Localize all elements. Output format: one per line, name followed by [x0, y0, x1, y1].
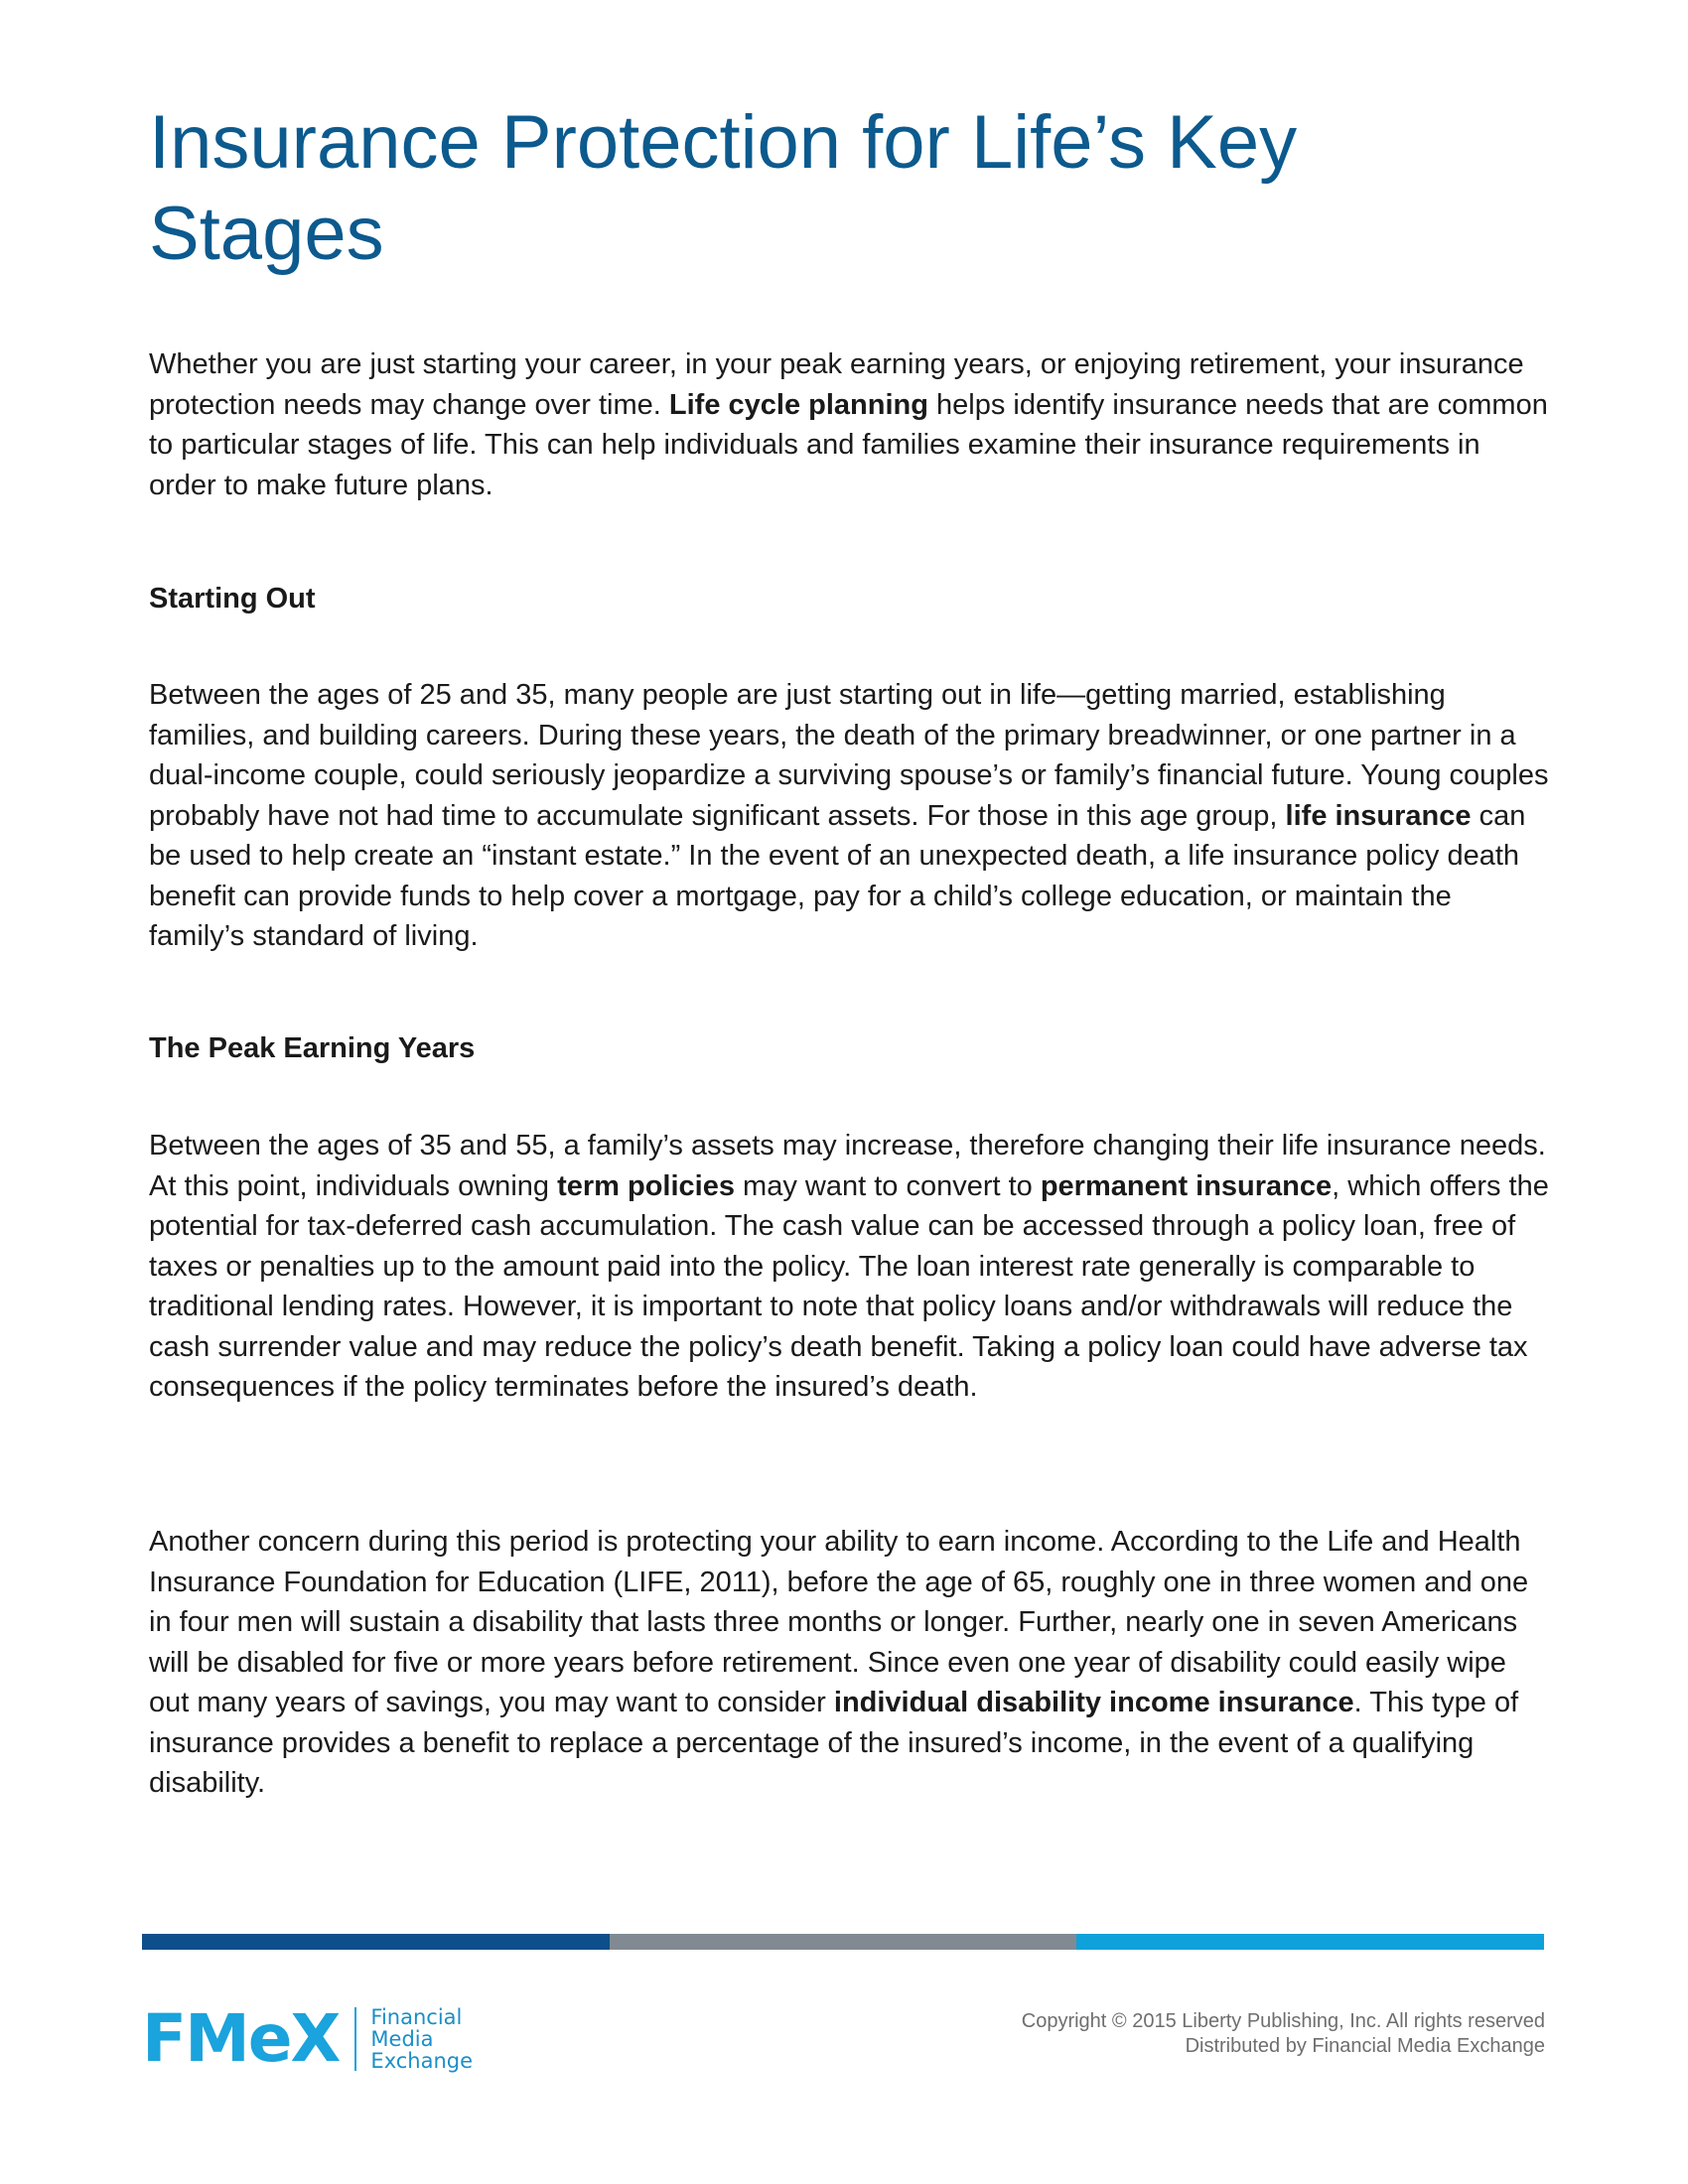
footer-bar-segment-light-blue [1076, 1934, 1544, 1950]
logo-line-1: Financial [370, 2005, 463, 2029]
intro-text-1: Whether you are just starting your career, in your peak earning years, or enjoying retirement, your insurance protection needs may change over time. [149, 348, 1524, 421]
logo-wordmark [370, 2006, 473, 2072]
footer-bar-segment-gray [610, 1934, 1077, 1950]
intro-bold-life-cycle-planning: Life cycle planning [668, 388, 928, 421]
logo-line-3: Exchange [370, 2049, 474, 2073]
peak-earning-paragraph-2 [149, 1522, 1549, 1804]
intro-text-2: helps identify insurance needs that are common to particular stages of life. This can help individuals and families examine their insurance requirements in order to make future plans. [149, 388, 1548, 501]
peak-earning-paragraph-1 [149, 1126, 1549, 1408]
peak-p1-bold-permanent-insurance: permanent insurance [1040, 1169, 1333, 1202]
footer-color-bar [142, 1934, 1544, 1950]
peak-p1-bold-term-policies: term policies [557, 1169, 735, 1202]
peak-p2-bold-disability-insurance: individual disability income insurance [833, 1687, 1354, 1718]
logo-divider [354, 2007, 356, 2071]
distributed-by-text: Distributed by Financial Media Exchange [1185, 2035, 1545, 2057]
heading-starting-out: Starting Out [149, 583, 316, 614]
logo-mark: FMeX [142, 2000, 340, 2077]
copyright-text: Copyright © 2015 Liberty Publishing, Inc. All rights reserved [1021, 2010, 1545, 2032]
intro-paragraph [149, 344, 1549, 505]
starting-out-bold-life-insurance: life insurance [1285, 799, 1472, 832]
fmex-logo [142, 1999, 473, 2079]
peak-p2-text-1: Another concern during this period is protecting your ability to earn income. According to the Life and Health Insurance Foundation for Education (LIFE, 2011), before the age of 65, roughly one in three women and one in four men will sustain a disability that lasts three months or longer. Further, nearly one in seven Americans will be disabled for five or more years before retirement. Since even one year of disability could easily wipe out many years of savings, you may want to consider [149, 1526, 1529, 1718]
starting-out-text-2: can be used to help create an “instant estate.” In the event of an unexpected death, a life insurance policy death benefit can provide funds to help cover a mortgage, pay for a child’s college education, or maintain the family’s standard of living. [149, 799, 1526, 952]
copyright-block [1022, 2009, 1545, 2059]
peak-p1-text-3: , which offers the potential for tax-deferred cash accumulation. The cash value can be accessed through a policy loan, free of taxes or penalties up to the amount paid into the policy. The loan interest rate generally is comparable to traditional lending rates. However, it is important to note that policy loans and/or withdrawals will reduce the cash surrender value and may reduce the policy’s death benefit. Taking a policy loan could have adverse tax consequences if the policy terminates before the insured’s death. [149, 1169, 1549, 1403]
starting-out-paragraph [149, 675, 1549, 957]
peak-p1-text-2: may want to convert to [734, 1169, 1041, 1202]
footer-bar-segment-dark-blue [142, 1934, 610, 1950]
peak-p2-text-2: . This type of insurance provides a benefit to replace a percentage of the insured’s income, in the event of a qualifying disability. [149, 1687, 1519, 1799]
peak-p1-text-1: Between the ages of 35 and 55, a family’s assets may increase, therefore changing their life insurance needs. At this point, individuals owning [149, 1130, 1546, 1202]
starting-out-text-1: Between the ages of 25 and 35, many people are just starting out in life—getting married, establishing families, and building careers. During these years, the death of the primary breadwinner, or one partner in a dual-income couple, could seriously jeopardize a surviving spouse’s or family’s financial future. Young couples probably have not had time to accumulate significant assets. For those in this age group, [149, 679, 1549, 832]
heading-peak-earning-years: The Peak Earning Years [149, 1032, 476, 1064]
page-title: Insurance Protection for Life’s Key Stages [149, 100, 1298, 276]
logo-line-2: Media [370, 2027, 434, 2051]
